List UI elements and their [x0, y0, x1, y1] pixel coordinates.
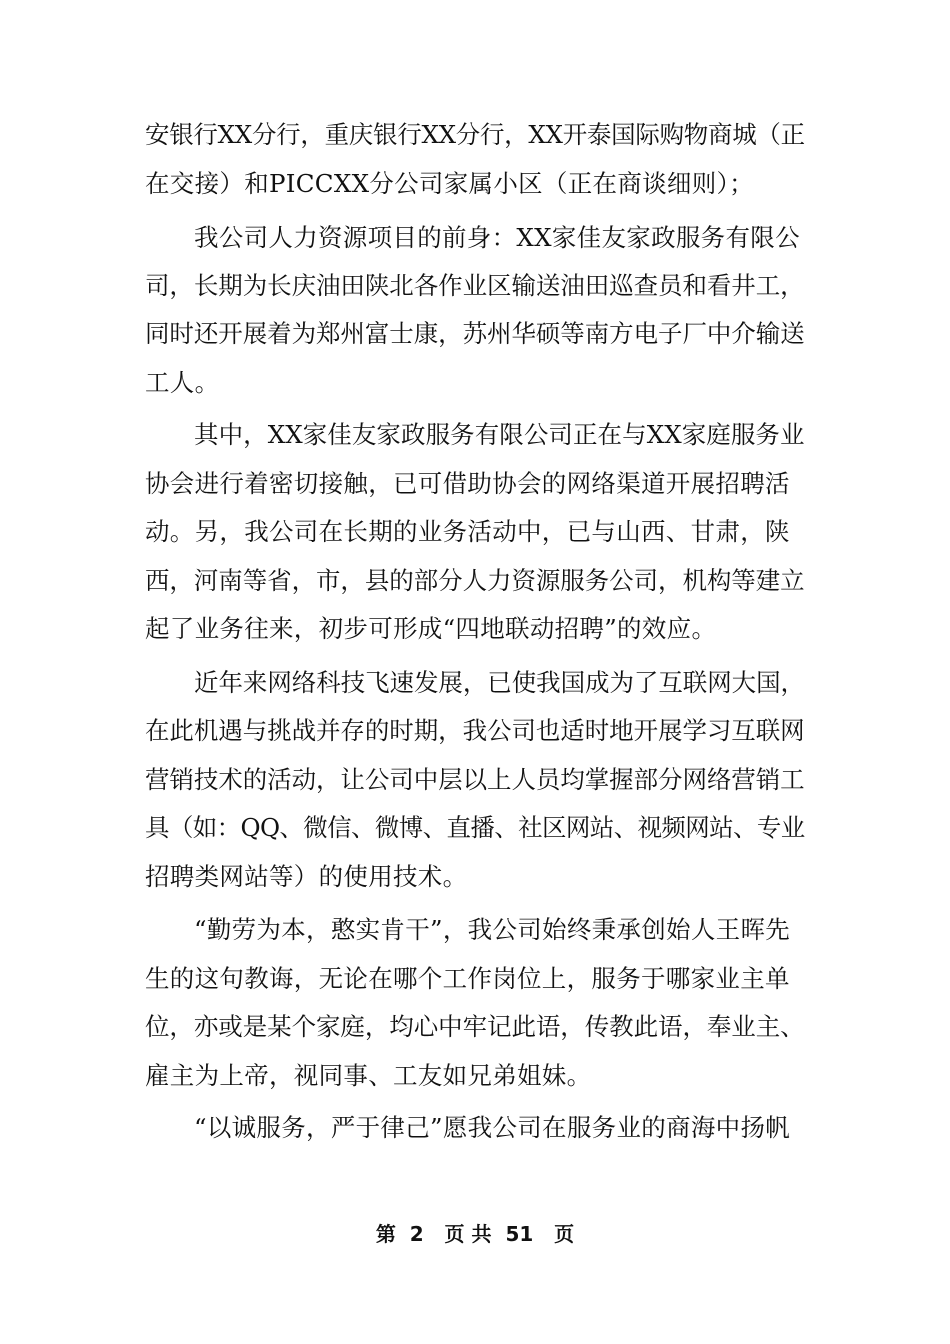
- page-number-footer: 第 2 页 共 51 页: [375, 1222, 575, 1246]
- text-line: 司，长期为长庆油田陕北各作业区输送油田巡查员和看井工，: [145, 271, 805, 300]
- text-line: 招聘类网站等）的使用技术。: [145, 862, 468, 891]
- paragraph-first-line: 近年来网络科技飞速发展，已使我国成为了互联网大国，: [194, 668, 805, 697]
- text-line: 具（如：QQ、微信、微博、直播、社区网站、视频网站、专业: [145, 813, 805, 842]
- text-line: 位，亦或是某个家庭，均心中牢记此语，传教此语，奉业主、: [145, 1012, 805, 1041]
- text-line: 雇主为上帝，视同事、工友如兄弟姐妹。: [145, 1061, 592, 1090]
- paragraph-first-line: “以诚服务，严于律己”愿我公司在服务业的商海中扬帆: [194, 1113, 791, 1142]
- text-line: 工人。: [145, 368, 220, 397]
- text-line: 协会进行着密切接触，已可借助协会的网络渠道开展招聘活: [145, 469, 790, 498]
- text-line: 动。另，我公司在长期的业务活动中，已与山西、甘肃，陕: [145, 517, 790, 546]
- paragraph-first-line: 其中，XX家佳友家政服务有限公司正在与XX家庭服务业: [194, 420, 805, 449]
- text-line: 西，河南等省，市，县的部分人力资源服务公司，机构等建立: [145, 566, 805, 595]
- text-line: 起了业务往来，初步可形成“四地联动招聘”的效应。: [145, 614, 717, 643]
- paragraph-first-line: “勤劳为本，憨实肯干”，我公司始终秉承创始人王晖先: [194, 915, 791, 944]
- text-line: 同时还开展着为郑州富士康，苏州华硕等南方电子厂中介输送: [145, 319, 805, 348]
- text-line: 在此机遇与挑战并存的时期，我公司也适时地开展学习互联网: [145, 716, 805, 745]
- text-line: 生的这句教诲，无论在哪个工作岗位上，服务于哪家业主单: [145, 964, 790, 993]
- text-line: 安银行XX分行，重庆银行XX分行，XX开泰国际购物商城（正: [145, 120, 805, 149]
- paragraph-first-line: 我公司人力资源项目的前身：XX家佳友家政服务有限公: [194, 223, 800, 252]
- text-line: 在交接）和PICCXX分公司家属小区（正在商谈细则）；: [145, 169, 754, 198]
- text-line: 营销技术的活动，让公司中层以上人员均掌握部分网络营销工: [145, 765, 805, 794]
